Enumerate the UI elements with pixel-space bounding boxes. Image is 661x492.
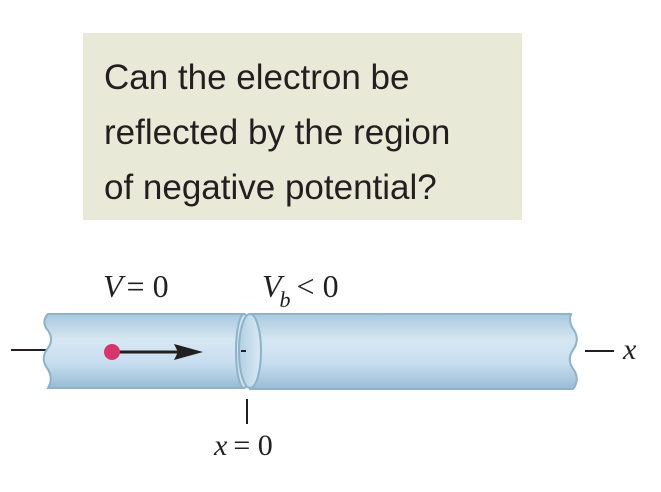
x-axis-label: x: [623, 333, 637, 366]
origin-label: x = 0: [214, 429, 273, 462]
right-region-label: Vb < 0: [262, 268, 339, 312]
left-region-label: V = 0: [103, 268, 169, 304]
question-line-1: Can the electron be: [104, 58, 410, 97]
electron: [104, 344, 120, 360]
question-line-3: of negative potential?: [104, 168, 437, 207]
right-tube: [250, 314, 577, 389]
question-line-2: reflected by the region: [104, 113, 451, 152]
